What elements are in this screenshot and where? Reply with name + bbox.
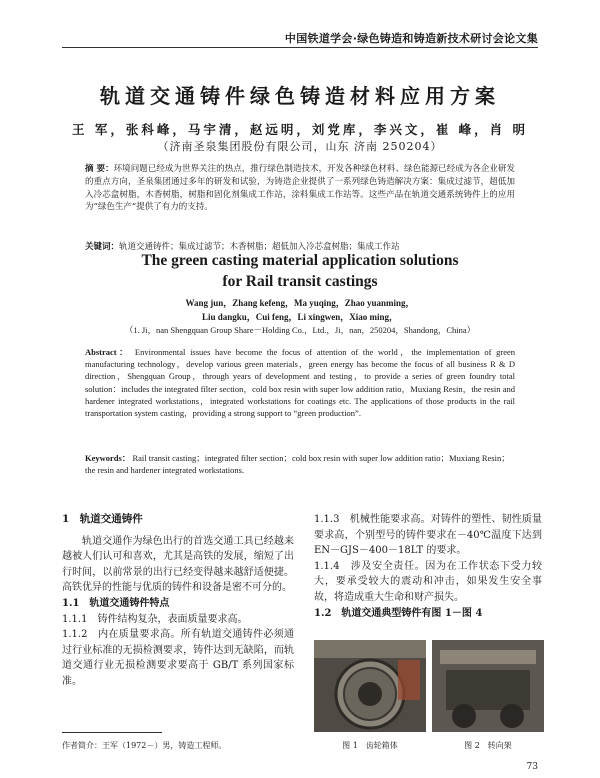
abstract-en-label: Abstract： [85, 347, 131, 357]
right-column [314, 512, 542, 621]
figure-1-caption: 图 1 齿轮箱体 [342, 741, 398, 750]
author-footnote: 作者简介：王军（1972－）男，铸造工程师。 [62, 741, 227, 750]
abstract-en [85, 346, 515, 419]
affiliation-cn: （济南圣泉集团股份有限公司，山东 济南 250204） [157, 140, 443, 153]
abstract-cn [85, 163, 515, 214]
title-en [0, 250, 600, 292]
left-column [62, 512, 294, 690]
figure-2-bogie-photo [432, 640, 544, 732]
abstract-cn-label: 摘 要： [85, 164, 114, 174]
item-1-1-4: 1.1.4 涉及安全责任。因为在工作状态下受力较大，要承受较大的震动和冲击，如果发生安全事故，将造成重大生命和财产损失。 [314, 560, 542, 603]
page-number: 73 [526, 762, 538, 772]
item-1-1-2: 1.1.2 内在质量要求高。所有轨道交通铸件必须通过行业标准的无损检测要求，铸件达到无缺陷，而轨道交通行业无损检测要求要高于 GB/T 系列国家标准。 [62, 629, 294, 687]
subsection-1-2-heading: 1.2 轨道交通典型铸件有图 1－图 4 [314, 607, 483, 619]
section-1-heading: 1 轨道交通铸件 [62, 513, 143, 525]
running-header: 中国铁道学会·绿色铸造和铸造新技术研讨会论文集 [284, 32, 538, 45]
keywords-en-label: Keywords： [85, 453, 131, 463]
subsection-1-1-heading: 1.1 轨道交通铸件特点 [62, 597, 170, 609]
item-1-1-1: 1.1.1 铸件结构复杂，表面质量要求高。 [62, 613, 248, 625]
keywords-en-text: Rail transit casting；integrated filter section；cold box resin with super low addition ratio；Muxiang Resin；the resin and hardener integrated workstations. [85, 453, 510, 476]
authors-en-line2: Liu dangku，Cui feng，Li xingwen，Xiao ming， [201, 311, 399, 322]
figure-1-gearbox-photo [314, 640, 426, 732]
bogie-icon [432, 640, 544, 732]
figure-2-caption: 图 2 转向架 [464, 741, 512, 750]
section-1-paragraph: 轨道交通作为绿色出行的首选交通工具已经越来越被人们认可和喜欢，尤其是高铁的发展，缩短了出行时间，以前常景的出行已经变得越来越舒适便捷。高铁优异的性能与优质的铸件和设备是密不可分的。 [62, 535, 294, 594]
keywords-en [85, 452, 515, 476]
authors-en [0, 297, 600, 324]
footnote-rule [62, 732, 162, 733]
authors-cn: 王 军，张科峰，马宇清，赵远明，刘党库，李兴文，崔 峰，肖 明 [71, 122, 529, 137]
keywords-cn-text: 轨道交通铸件；集成过滤节；木香树脂；超低加入冷芯盒树脂；集成工作站 [119, 242, 400, 252]
abstract-cn-text: 环境问题已经成为世界关注的热点，推行绿色制造技术，开发各种绿色材料、绿色能源已经成为各企业研发的重点方向，圣泉集团通过多年的研发和试验，为铸造企业提供了一系列绿色铸造解决方案：集成过滤节，超低加入冷芯盒树脂，木香树脂，树脂和固化剂集成工作站，涂料集成工作站等。这些产品在轨道交通系统铸件上的应用为“绿色生产”提供了有力的支持。 [85, 164, 515, 213]
title-en-line1: The green casting material application solutions [141, 252, 459, 269]
title-en-line2: for Rail transit castings [222, 273, 378, 290]
item-1-1-3: 1.1.3 机械性能要求高。对铸件的塑性、韧性质量要求高，个别型号的铸件要求在－40℃温度下达到 EN－GJS－400－18LT 的要求。 [314, 514, 542, 557]
affiliation-en: （1. Ji，nan Shengquan Group Share－Holding Co.，Ltd.，Ji，nan，250204，Shandong，China） [124, 325, 476, 335]
title-cn: 轨道交通铸件绿色铸造材料应用方案 [100, 84, 500, 108]
header-rule [62, 47, 538, 48]
keywords-cn-label: 关键词： [85, 242, 120, 252]
abstract-en-text: Environmental issues have become the focus of attention of the world，the implementation of green manufacturing technology，develop various green materials，green energy has become the focus of all business R & D direction，Shengquan Group，through years of development and testing，to provide a series of green foundry total solution：includes the integrated filter section，cold box resin with super low addition ratio，Muxiang Resin，the resin and hardener integrated workstations，integrated workstations for coatings etc. The applications of those products in the rail transportation system casting，providing a strong support to “green production”. [85, 347, 516, 419]
gear-icon [314, 640, 426, 732]
authors-en-line1: Wang jun，Zhang kefeng，Ma yuqing，Zhao yuanming， [185, 298, 415, 308]
